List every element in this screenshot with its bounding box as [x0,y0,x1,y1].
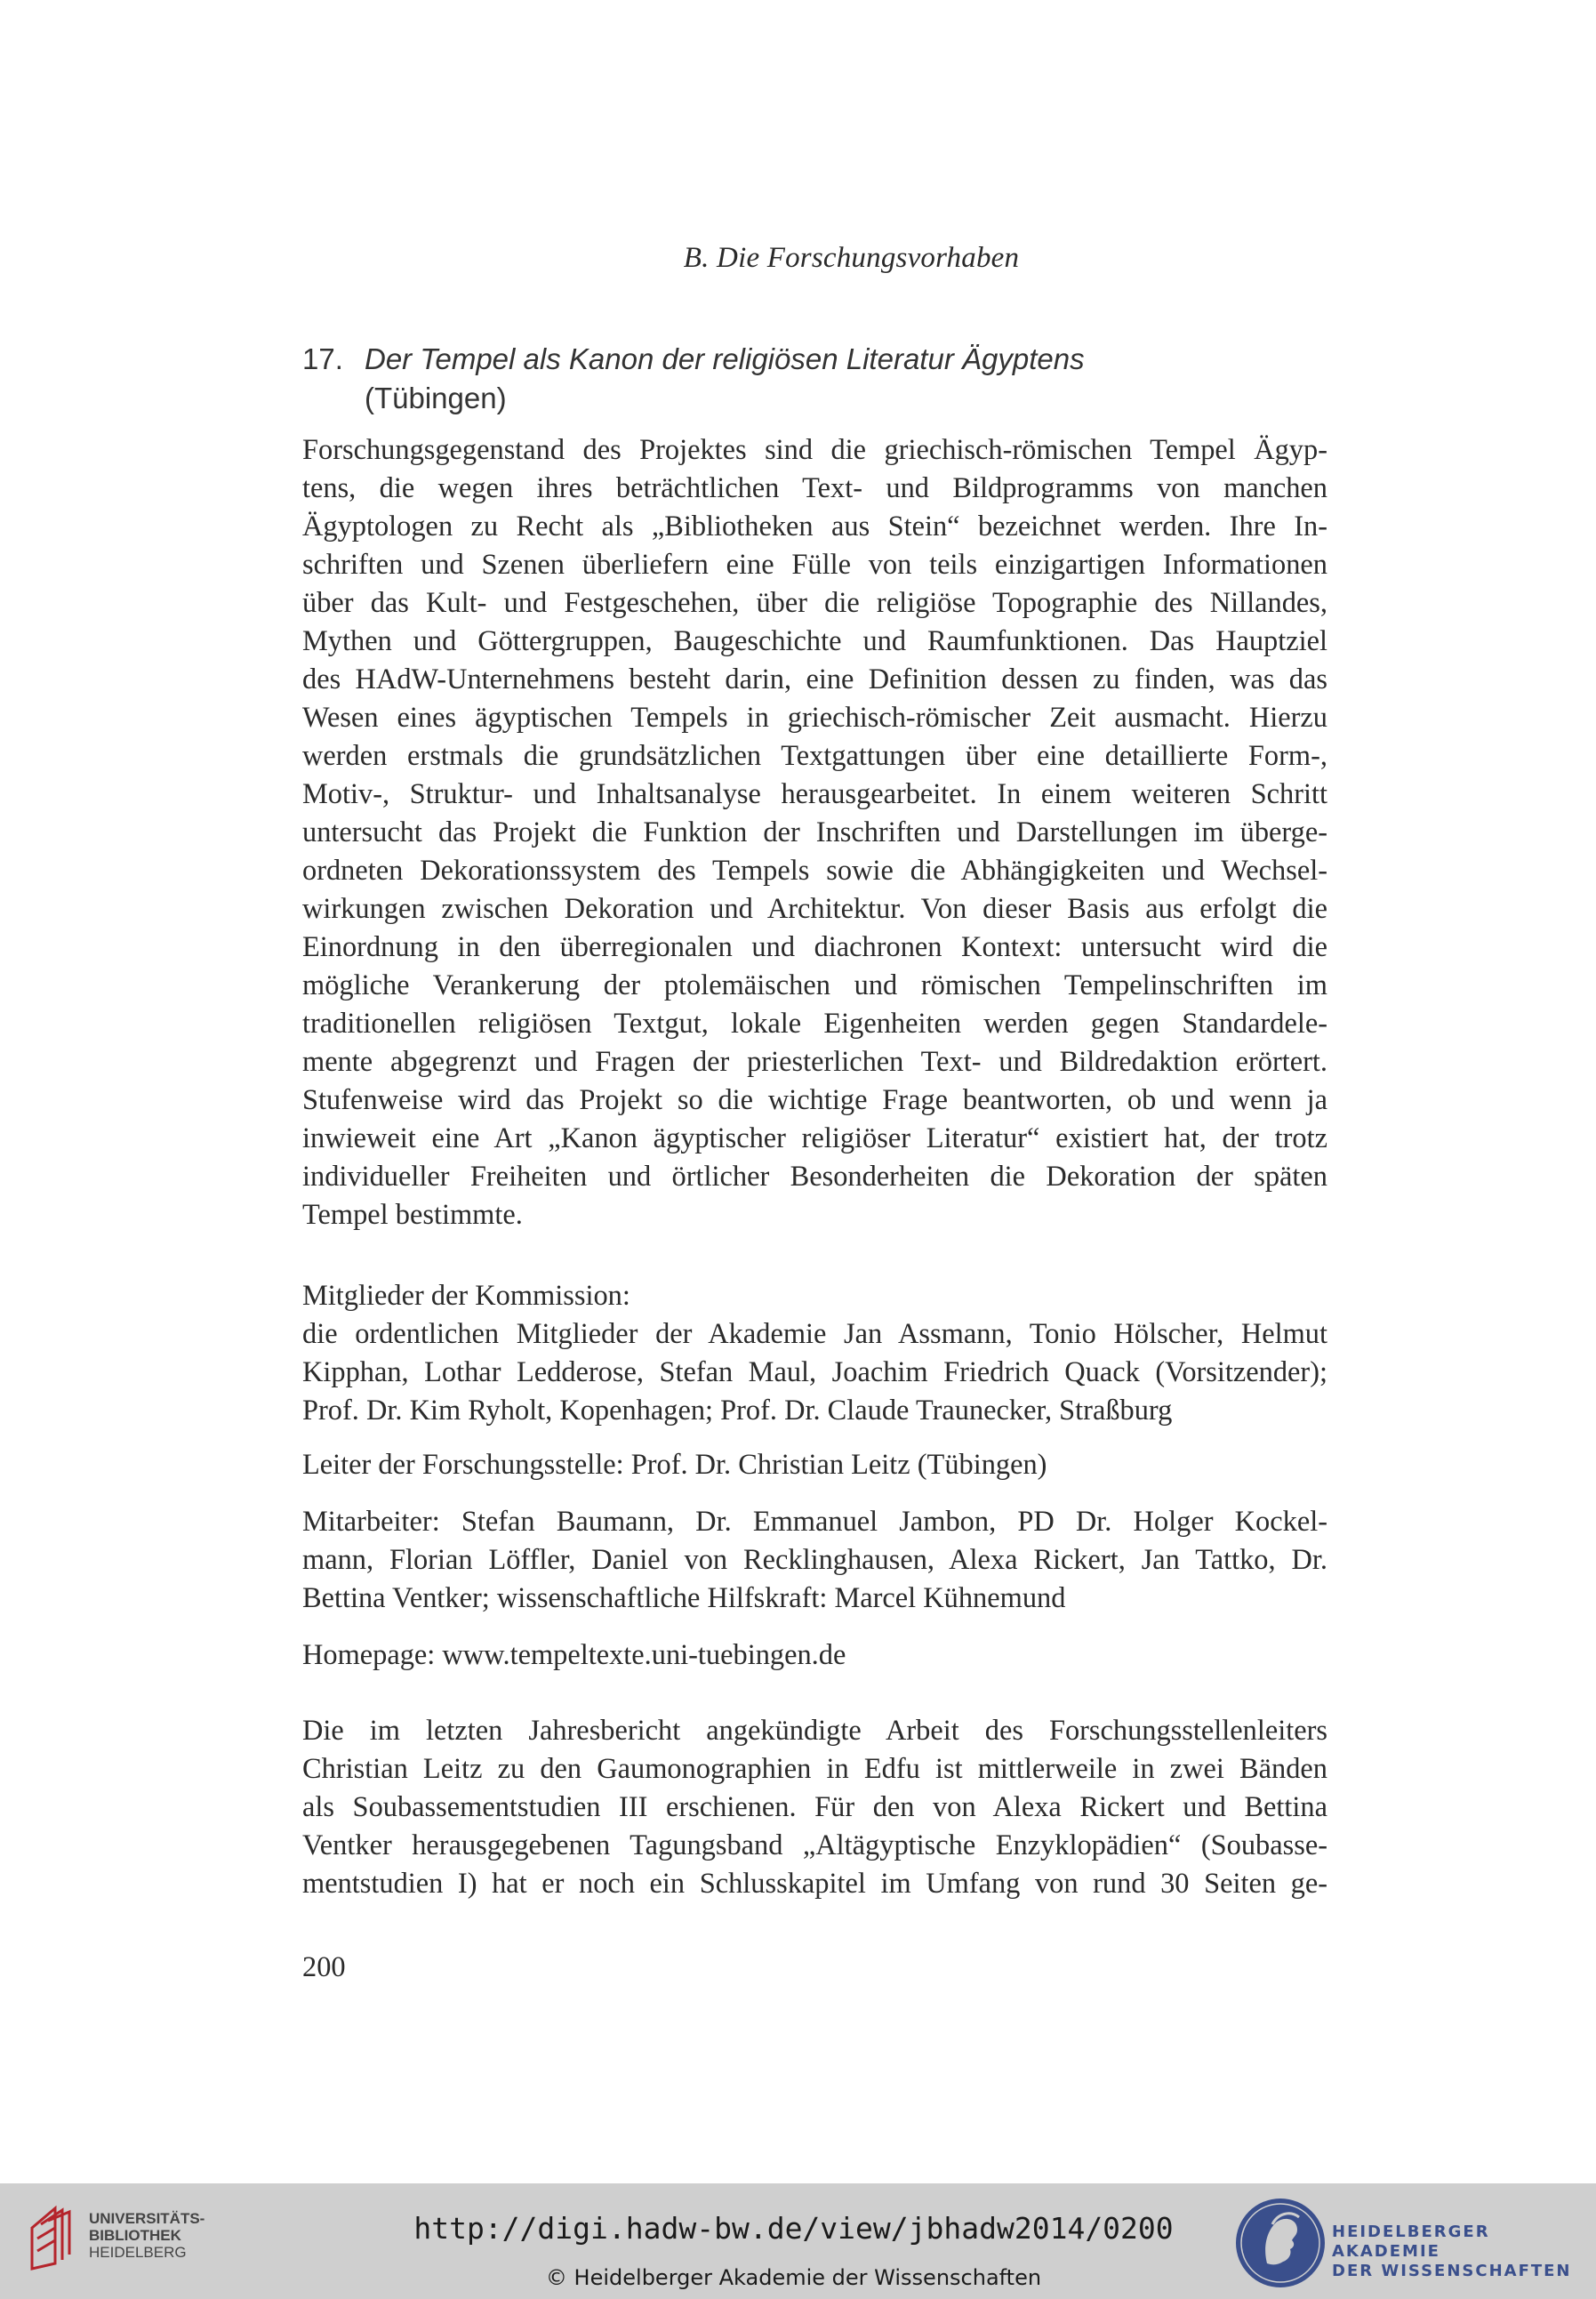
text-line: individueller Freiheiten und örtlicher Besonderheiten die Dekoration der späten [302,1161,1327,1193]
running-head: B. Die Forschungsvorhaben [683,242,1020,274]
text-line: Forschungsgegenstand des Projektes sind die griechisch-römischen Tempel Ägyp- [302,434,1327,466]
text-line: werden erstmals die grundsätzlichen Textgattungen über eine detaillierte Form-, [302,740,1327,772]
staff-list [302,1503,1327,1618]
text-line: des HAdW-Unternehmens besteht darin, eine Definition dessen zu finden, was das [302,663,1327,695]
section-heading [302,340,1334,418]
text-line: Stufenweise wird das Projekt so die wichtige Frage beantworten, ob und wenn ja [302,1084,1327,1116]
text-line: Mythen und Göttergruppen, Baugeschichte und Raumfunktionen. Das Hauptziel [302,625,1327,657]
text-line: wirkungen zwischen Dekoration und Architektur. Von dieser Basis aus erfolgt die [302,893,1327,925]
text-line: über das Kult- und Festgeschehen, über die religiöse Topographie des Nillandes, [302,587,1327,619]
text-line: schriften und Szenen überliefern eine Fülle von teils einzigartigen Informationen [302,549,1327,581]
text-line: Homepage: www.tempeltexte.uni-tuebingen.de [302,1639,846,1671]
section-number: 17. [302,342,343,375]
commission-members [302,1277,1327,1430]
text-line: ordneten Dekorationssystem des Tempels sowie die Abhängigkeiten und Wechsel- [302,855,1327,887]
text-line: Tempel bestimmte. [302,1199,523,1231]
copyright-notice: © Heidelberger Akademie der Wissenschaften [545,2265,1042,2290]
research-head [302,1446,1327,1484]
permalink-url[interactable]: http://digi.hadw-bw.de/view/jbhadw2014/0200 [413,2211,1174,2246]
text-line: Die im letzten Jahresbericht angekündigte Arbeit des Forschungsstellenleiters [302,1715,1327,1747]
text-line: traditionellen religiösen Textgut, lokale Eigenheiten werden gegen Standardele- [302,1008,1327,1040]
academy-name [1332,2223,1596,2281]
text-line: Kipphan, Lothar Ledderose, Stefan Maul, Joachim Friedrich Quack (Vorsitzender); [302,1356,1327,1388]
text-line: Motiv-, Struktur- und Inhaltsanalyse herausgearbeitet. In einem weiteren Schritt [302,778,1327,810]
section-title: Der Tempel als Kanon der religiösen Literatur Ägyptens [365,342,1085,375]
paragraph-project-description [302,431,1327,1234]
text-line: inwieweit eine Art „Kanon ägyptischer religiöser Literatur“ existiert hat, der trotz [302,1122,1327,1154]
text-line: mentstudien I) hat er noch ein Schlusskapitel im Umfang von rund 30 Seiten ge- [302,1868,1327,1900]
library-line: UNIVERSITÄTS- [89,2210,205,2227]
text-line: tens, die wegen ihres beträchtlichen Text- und Bildprogramms von manchen [302,472,1327,504]
academy-line: HEIDELBERGER AKADEMIE [1332,2223,1490,2261]
digitization-footer [0,2183,1596,2299]
text-line: Bettina Ventker; wissenschaftliche Hilfskraft: Marcel Kühnemund [302,1582,1066,1614]
text-line: Prof. Dr. Kim Ryholt, Kopenhagen; Prof. Dr. Claude Traunecker, Straßburg [302,1395,1173,1427]
text-line: mögliche Verankerung der ptolemäischen und römischen Tempelinschriften im [302,969,1327,1001]
text-line: mann, Florian Löffler, Daniel von Recklinghausen, Alexa Rickert, Jan Tattko, Dr. [302,1544,1327,1576]
library-line: HEIDELBERG [89,2244,187,2261]
text-line: untersucht das Projekt die Funktion der Inschriften und Darstellungen im überge- [302,816,1327,848]
paragraph-annual-report [302,1712,1327,1903]
text-line: als Soubassementstudien III erschienen. Für den von Alexa Rickert und Bettina [302,1791,1327,1823]
text-line: die ordentlichen Mitglieder der Akademie Jan Assmann, Tonio Hölscher, Helmut [302,1318,1327,1350]
academy-line: DER WISSENSCHAFTEN [1332,2262,1572,2280]
text-line: Christian Leitz zu den Gaumonographien in Edfu ist mittlerweile in zwei Bänden [302,1753,1327,1785]
homepage-line [302,1636,1327,1675]
text-line: mente abgegrenzt und Fragen der priesterlichen Text- und Bildredaktion erörtert. [302,1046,1327,1078]
text-line: Ventker herausgegebenen Tagungsband „Altägyptische Enzyklopädien“ (Soubasse- [302,1829,1327,1861]
text-line: Mitglieder der Kommission: [302,1280,630,1312]
text-line: Wesen eines ägyptischen Tempels in griechisch-römischer Zeit ausmacht. Hierzu [302,702,1327,734]
section-location: (Tübingen) [365,382,507,414]
text-line: Mitarbeiter: Stefan Baumann, Dr. Emmanuel Jambon, PD Dr. Holger Kockel- [302,1506,1327,1538]
minerva-head-seal-icon [1231,2194,1329,2292]
library-line: BIBLIOTHEK [89,2227,181,2244]
text-line: Einordnung in den überregionalen und diachronen Kontext: untersucht wird die [302,931,1327,963]
text-line: Leiter der Forschungsstelle: Prof. Dr. Christian Leitz (Tübingen) [302,1449,1047,1481]
text-line: Ägyptologen zu Recht als „Bibliotheken aus Stein“ bezeichnet werden. Ihre In- [302,510,1327,543]
page-number: 200 [302,1951,346,1983]
